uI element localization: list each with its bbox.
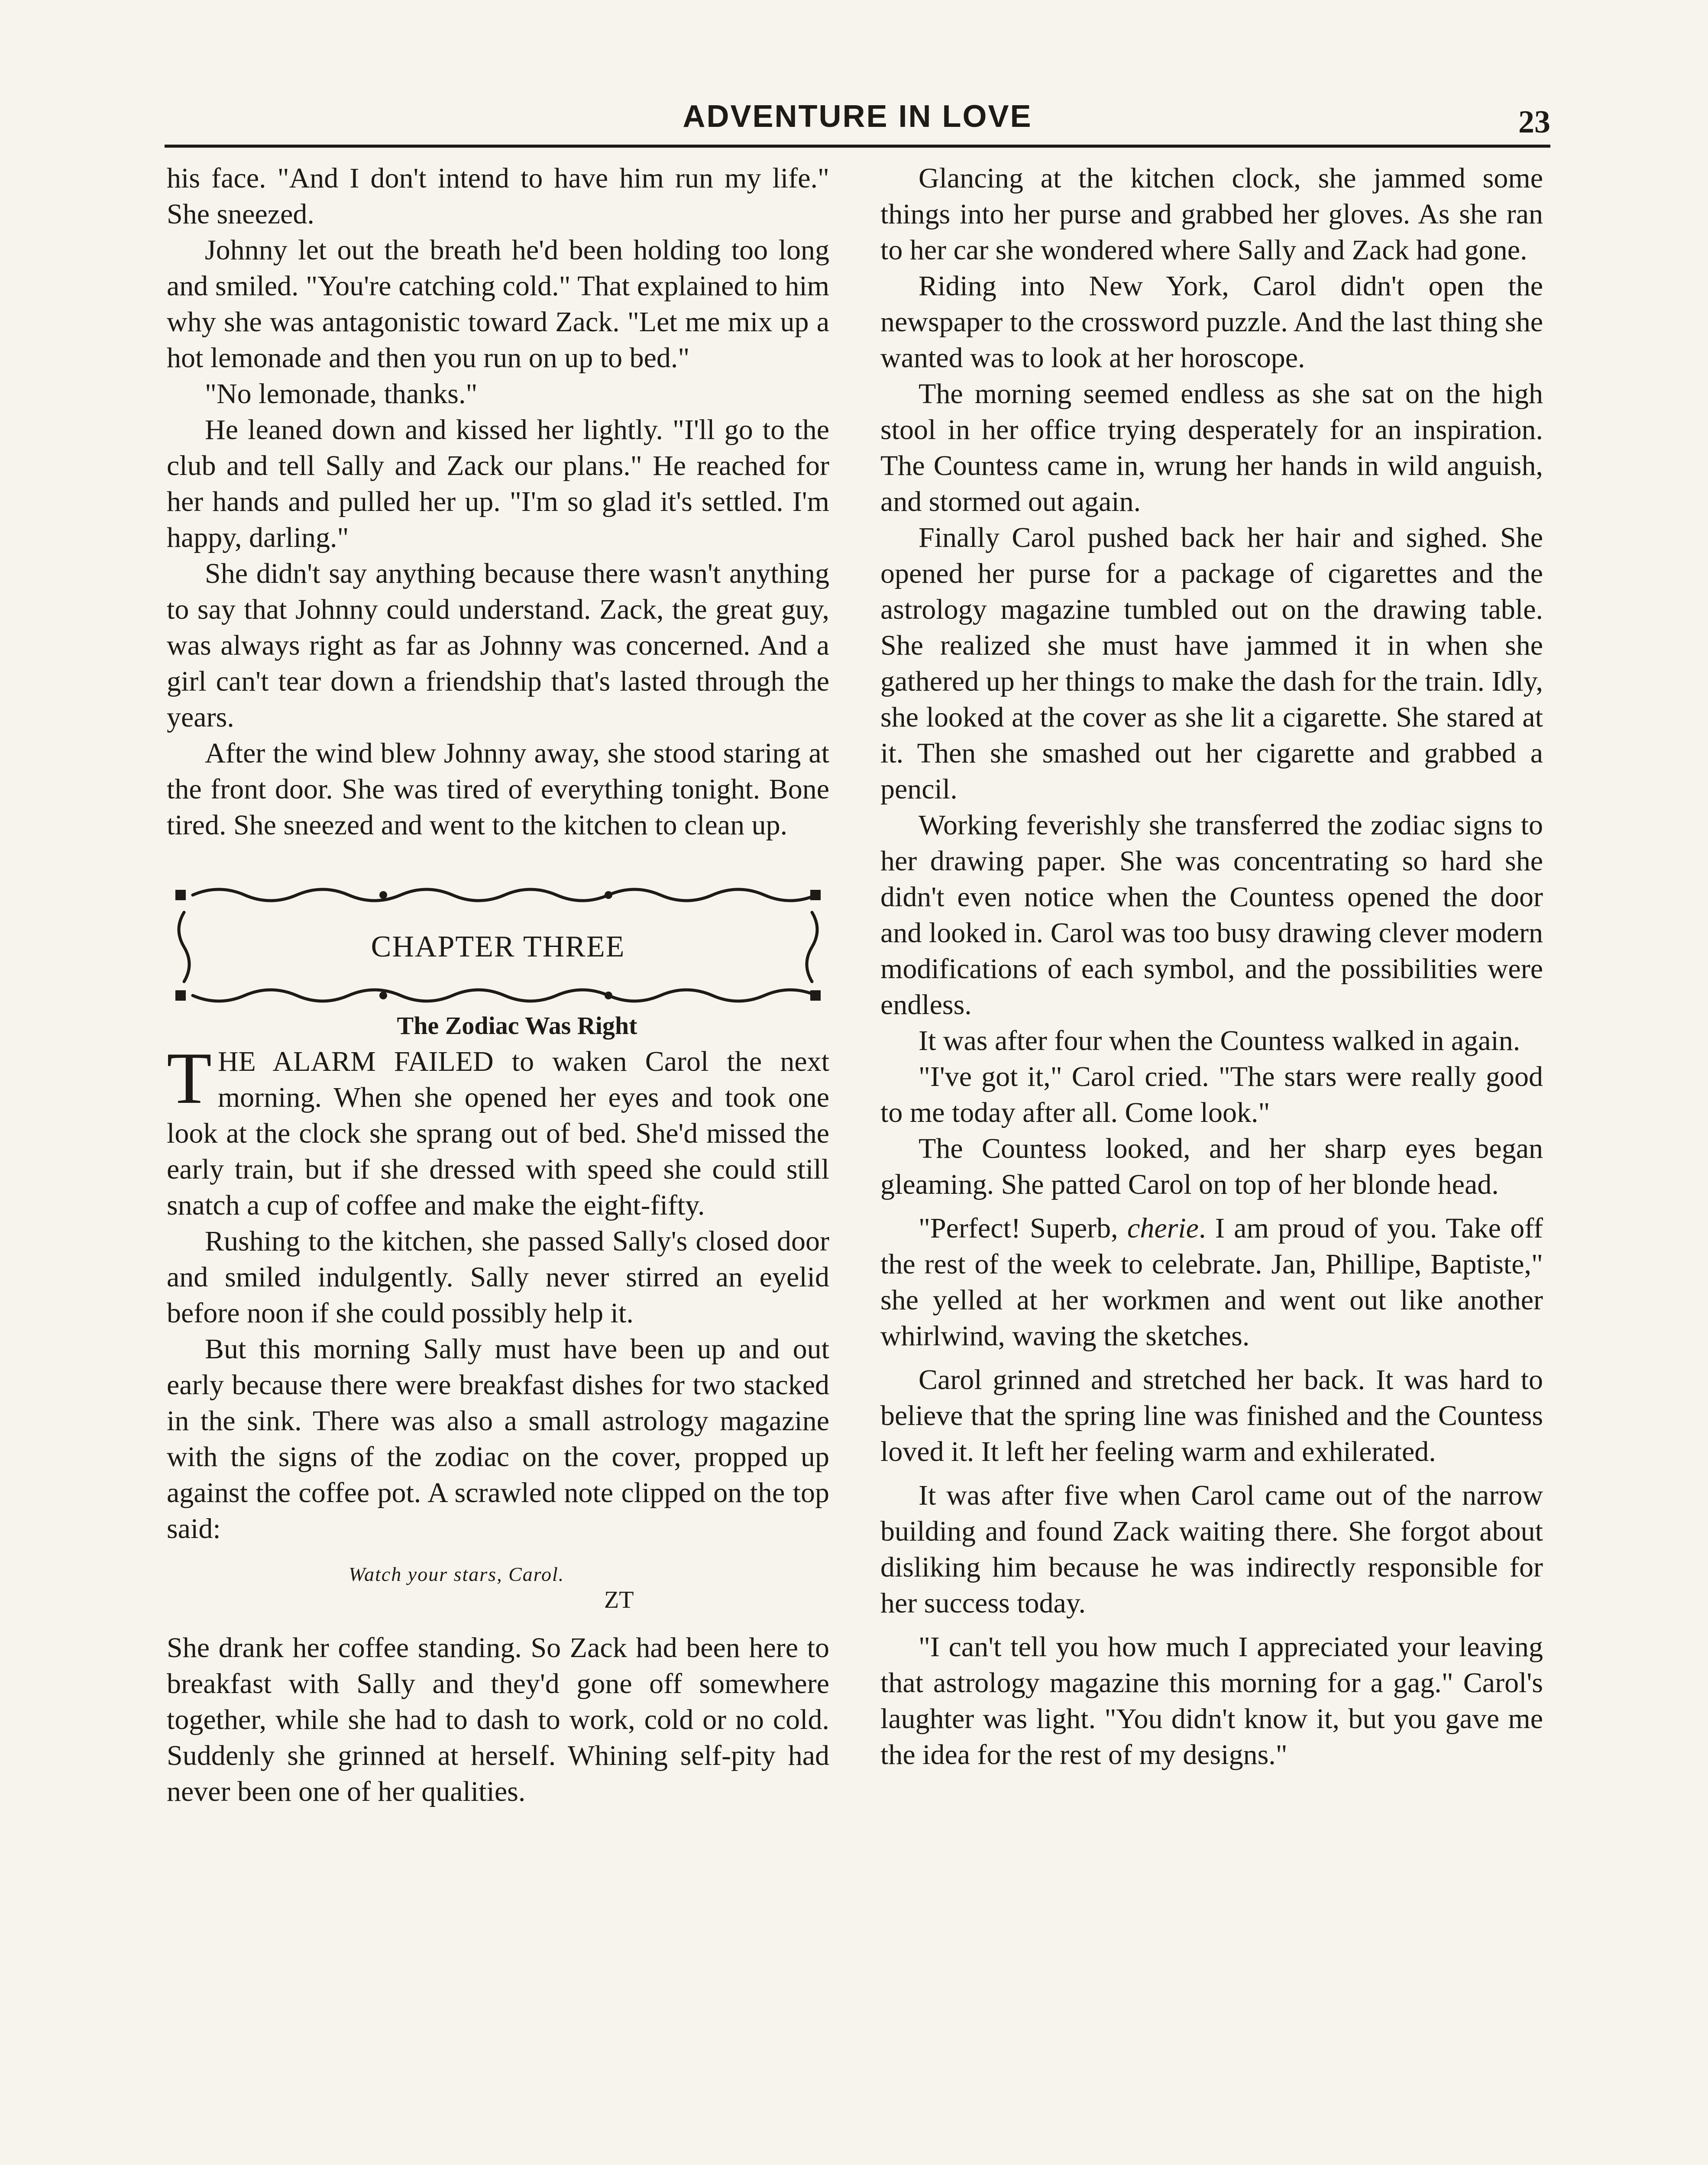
paragraph: Rushing to the kitchen, she passed Sally's closed door and smiled indulgently. Sally never stirred an eyelid before noon if she could possibly help it. xyxy=(167,1225,829,1329)
paragraph: The Countess looked, and her sharp eyes began gleaming. She patted Carol on top of her blonde head. xyxy=(880,1133,1543,1200)
header-rule xyxy=(165,145,1550,148)
right-column xyxy=(880,160,1543,1773)
paragraph: his face. "And I don't intend to have him run my life." She sneezed. xyxy=(167,162,829,230)
paragraph: Glancing at the kitchen clock, she jammed some things into her purse and grabbed her gloves. As she ran to her car she wondered where Sally and Zack had gone. xyxy=(880,162,1543,266)
chapter-heading-frame xyxy=(167,882,829,1008)
paragraph: He leaned down and kissed her lightly. "I'll go to the club and tell Sally and Zack our plans." He reached for her hands and pulled her up. "I'm so glad it's settled. I'm happy, darling." xyxy=(167,414,829,553)
paragraph xyxy=(880,1210,1543,1354)
paragraph: She didn't say anything because there wasn't anything to say that Johnny could understand. Zack, the great guy, was always right as far as Johnny was concerned. And a girl can't tear down a friendship that's lasted through the years. xyxy=(167,558,829,733)
scrawled-note xyxy=(167,1556,829,1617)
paragraph: It was after four when the Countess walked in again. xyxy=(919,1025,1520,1057)
page-number: 23 xyxy=(1518,104,1550,140)
paragraph: The morning seemed endless as she sat on the high stool in her office trying desperately for an inspiration. The Countess came in, wrung her hands in wild anguish, and stormed out again. xyxy=(880,378,1543,517)
note-text: Watch your stars, Carol. xyxy=(349,1563,565,1585)
paragraph-text: "Perfect! Superb, xyxy=(919,1212,1128,1244)
opening-paragraph xyxy=(167,1037,829,1223)
italic-word: cherie xyxy=(1127,1212,1199,1244)
paragraph: But this morning Sally must have been up and out early because there were breakfast dishes for two stacked in the sink. There was also a small astrology magazine with the signs of the zodiac on the cover, propped up against the coffee pot. A scrawled note clipped on the top said: xyxy=(167,1333,829,1545)
paragraph: Carol grinned and stretched her back. It was hard to believe that the spring line was finished and the Countess loved it. It left her feeling warm and exhilerated. xyxy=(880,1364,1543,1467)
paragraph-text: . I am proud of you. Take off the rest of the week to celebrate. Jan, Phillipe, Baptiste," she yelled at her workmen and went out like another whirlwind, waving the sketches. xyxy=(880,1212,1543,1352)
paragraph: "I can't tell you how much I appreciated your leaving that astrology magazine this morning for a gag." Carol's laughter was light. "You didn't know it, but you gave me the idea for the rest of my designs." xyxy=(880,1631,1543,1771)
opening-text: HE ALARM FAILED to waken Carol the next morning. When she opened her eyes and took one look at the clock she sprang out of bed. She'd missed the early train, but if she dressed with speed she could still snatch a cup of coffee and make the eight-fifty. xyxy=(167,1046,829,1221)
paragraph: Riding into New York, Carol didn't open the newspaper to the crossword puzzle. And the last thing she wanted was to look at her horoscope. xyxy=(880,270,1543,374)
note-signature: ZT xyxy=(604,1587,634,1613)
chapter-title: CHAPTER THREE xyxy=(371,930,625,963)
paragraph: Working feverishly she transferred the zodiac signs to her drawing paper. She was concentrating so hard she didn't even notice when the Countess opened the door and looked in. Carol was too busy drawing clever modern modifications of each symbol, and the possibilities were endless. xyxy=(880,809,1543,1021)
paragraph: Johnny let out the breath he'd been holding too long and smiled. "You're catching cold." That explained to him why she was antagonistic toward Zack. "Let me mix up a hot lemonade and then you run on up to bed." xyxy=(167,234,829,374)
paragraph: "I've got it," Carol cried. "The stars were really good to me today after all. Come look." xyxy=(880,1061,1543,1128)
paragraph: After the wind blew Johnny away, she stood staring at the front door. She was tired of everything tonight. Bone tired. She sneezed and went to the kitchen to clean up. xyxy=(167,737,829,841)
drop-cap: T xyxy=(167,1037,212,1119)
chapter-subtitle: The Zodiac Was Right xyxy=(397,1011,637,1040)
paragraph: Finally Carol pushed back her hair and sighed. She opened her purse for a package of cigarettes and the astrology magazine tumbled out on the drawing table. She realized she must have jammed it in when she gathered up her things to make the dash for the train. Idly, she looked at the cover as she lit a cigarette. She stared at it. Then she smashed out her cigarette and grabbed a pencil. xyxy=(880,522,1543,805)
paragraph: She drank her coffee standing. So Zack had been here to breakfast with Sally and they'd gone off somewhere together, while she had to dash to work, cold or no cold. Suddenly she grinned at herself. Whining self-pity had never been one of her qualities. xyxy=(167,1632,829,1807)
left-column xyxy=(167,160,829,1810)
paragraph: It was after five when Carol came out of the narrow building and found Zack waiting there. She forgot about disliking him because he was indirectly responsible for her success today. xyxy=(880,1480,1543,1619)
page-header xyxy=(165,96,1550,148)
running-title: ADVENTURE IN LOVE xyxy=(683,99,1032,134)
paragraph: "No lemonade, thanks." xyxy=(205,378,478,410)
